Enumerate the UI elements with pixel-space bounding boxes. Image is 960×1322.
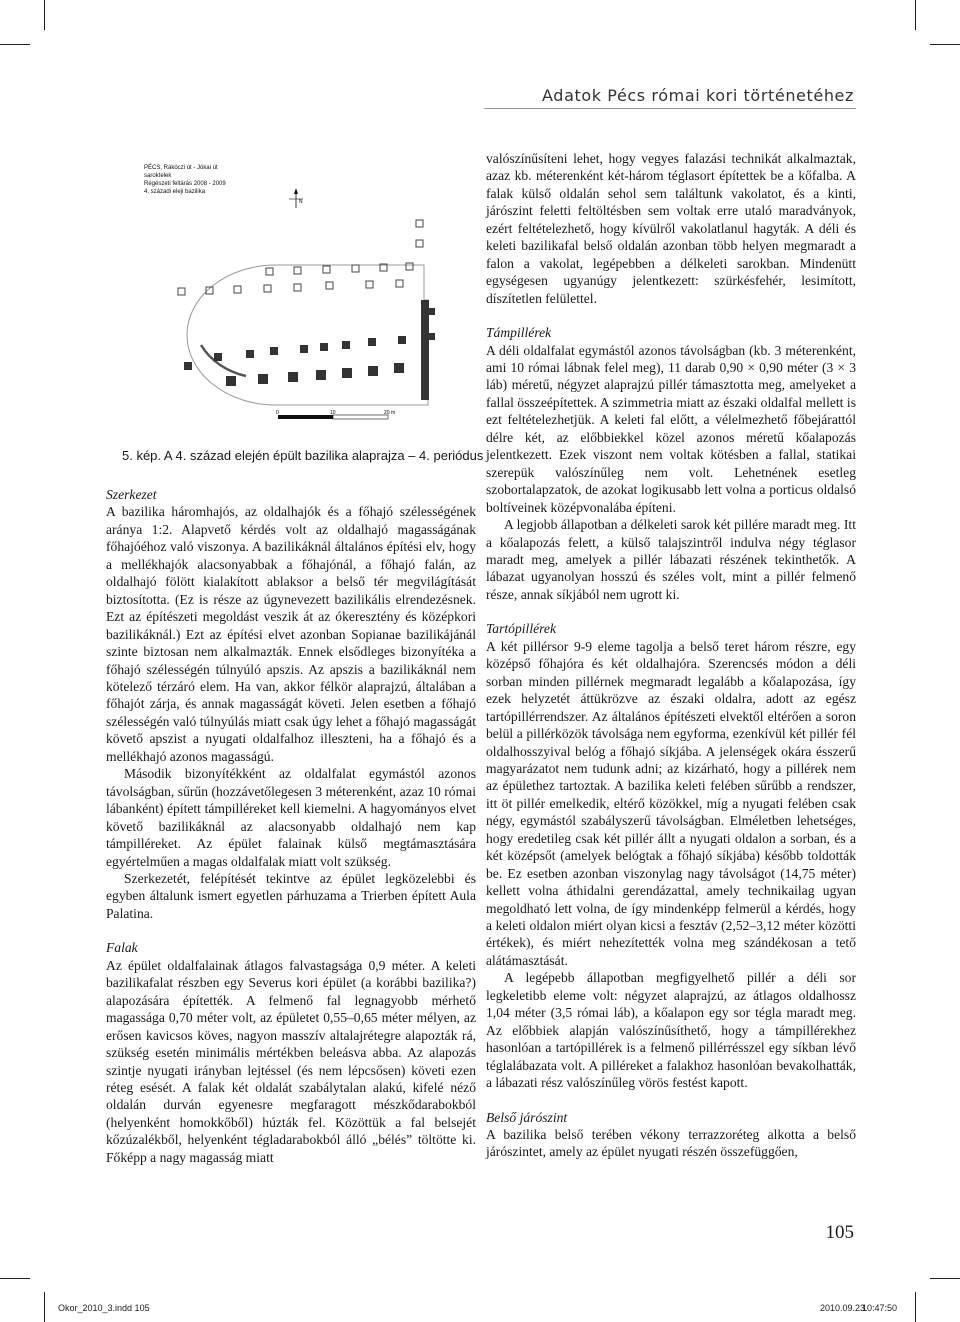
page-number: 105: [825, 1222, 854, 1243]
crop-mark: [930, 1278, 960, 1279]
left-column: [106, 486, 476, 1166]
paragraph: Szerkezetét, felépítését tekintve az épület legközelebbi és egyben általunk ismert egyetlen párhuzama a Trierben épített Aula Palatina.: [106, 870, 476, 921]
section-heading-tampillerek: Támpillérek: [486, 325, 552, 341]
figure-caption: 5. kép. A 4. század elején épült bazilika alaprajza – 4. periódus: [122, 448, 484, 463]
footer-time: 10:47:50: [862, 1303, 898, 1313]
section-heading-tartopillerek: Tartópillérek: [486, 621, 556, 637]
basilica-plan-drawing: [106, 140, 476, 440]
crop-mark: [915, 1292, 916, 1322]
paragraph: Az épület oldalfalainak átlagos falvastagsága 0,9 méter. A keleti bazilikafalat részben egy Severus kori épület (a korábbi bazilika?) alapozására építették. A felmenő fal legnagyobb mérhető magassága 0,70 méter volt, az épületet 0,55–0,65 méter mélyen, az erősen kavicsos köves, nagyon masszív altalajrétegre alapozták rá, szükség esetén minimális mértékben beleásva abba. Az alapozás szintje nyugati irányban lejtéssel (és nem lépcsősen) követi ezen réteg esését. A falak két oldalát szabálytalan alakú, kifelé néző oldalán durván egyenesre megfaragott mészkődarabokból (helyenként homokkőből) húzták fel. Közöttük a fal belsejét kőzúzalékből, helyenként tégladarabokból álló „bélés” töltötte ki. Főképp a nagy magasság miatt: [106, 957, 476, 1165]
crop-mark: [0, 1278, 30, 1279]
footer-filename: Okor_2010_3.indd 105: [58, 1303, 150, 1313]
right-column: [486, 150, 856, 1161]
scale-label: 0: [276, 410, 279, 416]
floor-plan-figure: [106, 140, 476, 440]
plan-label-line: Régészeti feltárás 2008 - 2009: [144, 181, 226, 187]
paragraph: valószínűsíteni lehet, hogy vegyes falazási technikát alkalmaztak, azaz kb. méterenként két-három téglasort építettek be a kőfalba. A falak külső oldalán sehol sem találtunk vakolatot, és a kinti, járószint feletti feltöltésben sem voltak erre utaló maradványok, ezért feltételezhető, hogy kívülről vakolatlanul hagyták. A déli és keleti bazilikafal belső oldalán azonban több helyen megmaradt a falon a vakolat, legépebben a délkeleti sarokban. Mindenütt egységesen ugyanúgy jelentkezett: szürkésfehér, lesimított, díszítetlen felülettel.: [486, 151, 856, 306]
section-heading-szerkezet: Szerkezet: [106, 487, 157, 502]
scale-label: 10: [330, 410, 336, 416]
paragraph: A legépebb állapotban megfigyelhető pillér a déli sor legkeletibb eleme volt: négyzet alaprajzú, az átlagos oldalhossz 1,04 méter (3,5 római láb), a kőalapon egy sor tégla maradt meg. Az előbbiek alapján valószínűsíthető, hogy a támpillérekhez hasonlóan a tartópillérek is a felmenő pillérrésszel egy síkban lévő téglalábazata volt. A pilléreket a falakhoz hasonlóan bevakolhatták, a lábazati rész valószínűleg vörös festést kapott.: [486, 970, 856, 1091]
crop-mark: [44, 0, 45, 30]
scale-label: 20 m: [384, 410, 396, 416]
crop-mark: [0, 44, 30, 45]
plan-label-line: 4. századi eleji bazilika: [144, 189, 206, 195]
north-arrow-icon: [289, 188, 303, 208]
footer-date: 2010.09.23.: [820, 1303, 868, 1313]
north-label: N: [299, 199, 303, 205]
header-rule: [484, 108, 856, 109]
plan-label-line: PÉCS, Rákóczi út - Jókai út: [144, 165, 218, 171]
paragraph: A két pillérsor 9-9 eleme tagolja a belső teret három részre, egy középső főhajóra és két oldalhajóra. Szerencsés módon a déli sorban minden pillérnek megmaradt legalább a kőalapozása, így ezek helyzetét áttükrözve az északi oldalra, adott az egész tartópillérrendszer. Az általános építészeti elvektől eltérően a soron belül a pillérközök távolsága nem egyforma, ezenkívül két pillér fél oldalhosszyival belóg a főhajó síkjába. A jelenségek okára ésszerű magyarázatot nem tudunk adni; az kizárható, hogy a pillérek nem az épülethez tartoztak. A bazilika keleti felében sűrűbb a rendszer, itt öt pillér emelkedik, eltérő közökkel, míg a nyugati felében csak négy, egymástól szabályszerű távolságban. Elméletben lehetséges, hogy eredetileg csak két pillér állt a nyugati oldalon a sorban, és a két középsőt (amelyek belógtak a főhajó síkjába) később toldották be. Ez esetben azonban viszonylag nagy távolságot (14,75 méter) kellett volna áthidalni gerendázattal, amely technikailag ugyan megoldható lett volna, de így mindenképp felmerül a kérdés, hogy a keleti oldalon miért olyan kicsi a fesztáv (2,52–3,12 méter közötti értékek), és miért nehezítették volna meg szándékosan a tető alátámasztását.: [486, 638, 856, 968]
paragraph: A déli oldalfalat egymástól azonos távolságban (kb. 3 méterenként, ami 10 római lábnak felel meg), 11 darab 0,90 × 0,90 méter (3 × 3 láb) méretű, négyzet alaprajzú pillér támasztotta meg, amelyeket a fallal összeépítettek. A szimmetria miatt az északi oldalfal mellett is ezt feltételezhetjük. A keleti fal előtt, a vélelmezhető főbejárattól délre két, az előbbiekkel közel azonos méretű kőalapozás jelentkezett. Ezek viszont nem voltak kötésben a fallal, statikai szerepük valószínűleg nem volt. Lehetnének esetleg szobortalapzatok, de azokat logikusabb lett volna a porticus oldalsó boltíveinek középvonalába építeni.: [486, 342, 856, 515]
section-heading-falak: Falak: [106, 940, 138, 956]
paragraph: A bazilika belső terében vékony terrazzoréteg alkotta a belső járószintet, amely az épület nyugati részén összefüggően,: [486, 1127, 856, 1160]
paragraph: A bazilika háromhajós, az oldalhajók és a főhajó szélességének aránya 1:2. Alapvető kérdés volt az oldalhajó magasságának főhajóéhoz való viszonya. A bazilikáknál általános építési elv, hogy a mellékhajók alacsonyabbak a főhajónál, a főhajó falán, az oldalhajó fölött kialakított ablaksor a belső tér megvilágítását biztosította. (Ez is része az úgynevezett bazilikális elrendezésnek. Ezt az építészeti megoldást veszik át az ókeresztény és középkori bazilikáknál.) Ezt az építési elvet azonban Sopianae bazilikájánál szinte biztosan nem alkalmazták. Ennek elsődleges bizonyítéka a főhajó szélességén túlnyúló apszis. Az apszis a bazilikáknál nem kötelező térzáró elem. Ha van, akkor félkör alaprajzú, általában a főhajót zárja, és annak magasságát követi. Jelen esetben a főhajó szélességén való túlnyúlás miatt csak úgy lehet a főhajó magasságát követő apszist a nyugati oldalfalhoz illeszteni, ha a főhajó és a mellékhajó azonos magasságú.: [106, 504, 476, 764]
running-title: Adatok Pécs római kori történetéhez: [542, 86, 854, 105]
crop-mark: [44, 1292, 45, 1322]
crop-mark: [915, 0, 916, 30]
paragraph: A legjobb állapotban a délkeleti sarok két pillére maradt meg. Itt a kőalapozás felett, a külső talajszintről indulva négy téglasor maradt meg, amelyek a pillér lábazati részének tekinthetők. A lábazat ugyanolyan hosszú és széles volt, mint a pillér felmenő része, annak síkjából nem ugrott ki.: [486, 517, 856, 602]
plan-label-line: saroktelek: [144, 173, 172, 179]
crop-mark: [930, 44, 960, 45]
section-heading-belso-jaroszint: Belső járószint: [486, 1109, 568, 1125]
scale-bar: [276, 410, 395, 419]
paragraph: Második bizonyítékként az oldalfalat egymástól azonos távolságban, sűrűn (hozzávetőlegesen 3 méterenként, azaz 10 római lábanként) épített támpilléreket kell kiemelni. A hagyományos elvet követő bazilikáknál az alacsonyabb oldalhajó nem kap támpilléreket. Az épület falainak külső megtámasztására egyértelműen a magas oldalfalak miatt volt szükség.: [106, 766, 476, 869]
